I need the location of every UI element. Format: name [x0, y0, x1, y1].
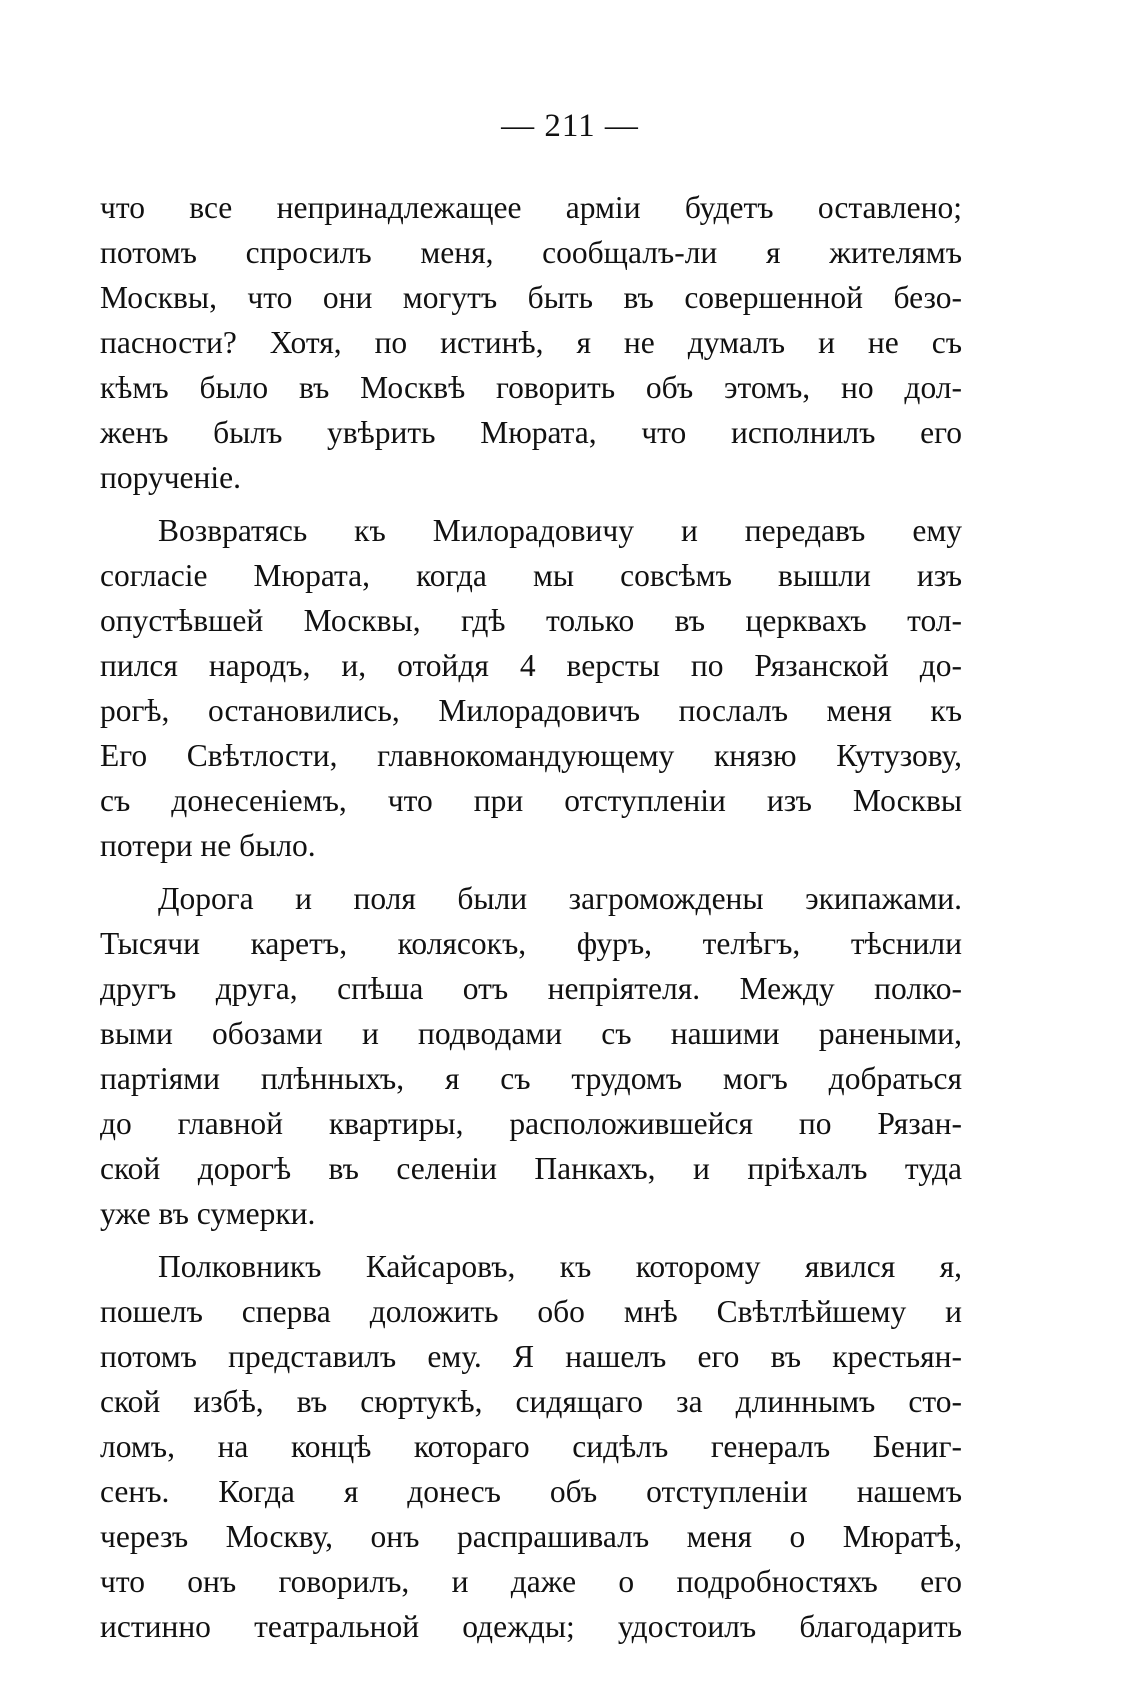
text-line: потомъ спросилъ меня, сообщалъ-ли я жителямъ	[100, 235, 962, 270]
text-line: кѣмъ было въ Москвѣ говорить объ этомъ, но дол-	[100, 370, 962, 405]
body-text	[100, 185, 962, 1649]
text-line: порученіе.	[100, 460, 241, 495]
text-line: другъ друга, спѣша отъ непріятеля. Между полко-	[100, 971, 962, 1006]
text-line: Полковникъ Кайсаровъ, къ которому явился я,	[158, 1249, 962, 1284]
text-line: что все непринадлежащее арміи будетъ оставлено;	[100, 190, 962, 225]
text-line: уже въ сумерки.	[100, 1196, 316, 1231]
text-line: потомъ представилъ ему. Я нашелъ его въ крестьян-	[100, 1339, 962, 1374]
paragraph-1	[100, 185, 962, 500]
text-line: согласіе Мюрата, когда мы совсѣмъ вышли изъ	[100, 558, 962, 593]
text-line: истинно театральной одежды; удостоилъ благодарить	[100, 1609, 962, 1644]
text-line: пасности? Хотя, по истинѣ, я не думалъ и не съ	[100, 325, 962, 360]
text-line: что онъ говорилъ, и даже о подробностяхъ его	[100, 1564, 962, 1599]
text-line: сенъ. Когда я донесъ объ отступленіи нашемъ	[100, 1474, 962, 1509]
text-line: Тысячи каретъ, колясокъ, фуръ, телѣгъ, тѣснили	[100, 926, 962, 961]
text-line: черезъ Москву, онъ распрашивалъ меня о Мюратѣ,	[100, 1519, 962, 1554]
text-line: до главной квартиры, расположившейся по Рязан-	[100, 1106, 962, 1141]
text-line: ской избѣ, въ сюртукѣ, сидящаго за длиннымъ сто-	[100, 1384, 962, 1419]
text-line: опустѣвшей Москвы, гдѣ только въ церквахъ тол-	[100, 603, 962, 638]
text-line: ской дорогѣ въ селеніи Панкахъ, и пріѣхалъ туда	[100, 1151, 962, 1186]
text-line: пошелъ сперва доложить обо мнѣ Свѣтлѣйшему и	[100, 1294, 962, 1329]
text-line: Возвратясь къ Милорадовичу и передавъ ему	[158, 513, 962, 548]
paragraph-2	[100, 508, 962, 868]
paragraph-3	[100, 876, 962, 1236]
text-line: женъ былъ увѣрить Мюрата, что исполнилъ его	[100, 415, 962, 450]
text-line: съ донесеніемъ, что при отступленіи изъ Москвы	[100, 783, 962, 818]
text-line: партіями плѣнныхъ, я съ трудомъ могъ добраться	[100, 1061, 962, 1096]
text-line: выми обозами и подводами съ нашими ранеными,	[100, 1016, 962, 1051]
text-line: рогѣ, остановились, Милорадовичъ послалъ меня къ	[100, 693, 962, 728]
text-line: пился народъ, и, отойдя 4 версты по Рязанской до-	[100, 648, 962, 683]
text-line: ломъ, на концѣ котораго сидѣлъ генералъ Бениг-	[100, 1429, 962, 1464]
text-line: Москвы, что они могутъ быть въ совершенной безо-	[100, 280, 962, 315]
page-number: — 211 —	[501, 108, 639, 144]
text-line: Дорога и поля были загромождены экипажами.	[158, 881, 962, 916]
text-line: потери не было.	[100, 828, 316, 863]
text-line: Его Свѣтлости, главнокомандующему князю Кутузову,	[100, 738, 962, 773]
paragraph-4	[100, 1244, 962, 1649]
